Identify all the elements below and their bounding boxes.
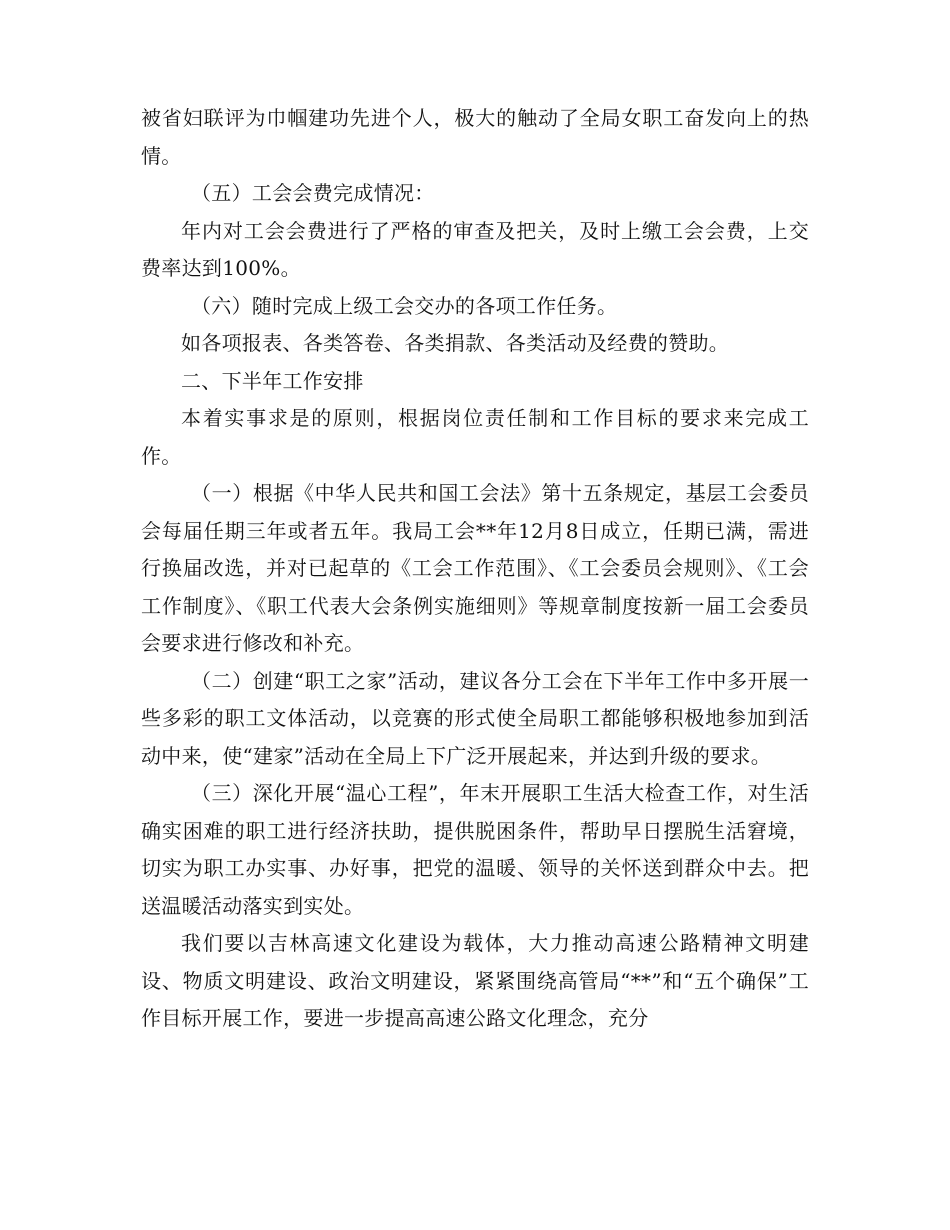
paragraph-plan-item-3: （三）深化开展“温心工程”，年末开展职工生活大检查工作，对生活确实困难的职工进行经济扶助，提供脱困条件，帮助早日摆脱生活窘境，切实为职工办实事、办好事，把党的温暖、领导的关怀送到群众中去。把送温暖活动落实到实处。 — [141, 781, 809, 918]
paragraph-dues: 年内对工会会费进行了严格的审查及把关，及时上缴工会会费，上交费率达到100%。 — [141, 218, 809, 280]
document-body — [141, 100, 809, 1038]
section-heading-plan: 二、下半年工作安排 — [181, 368, 364, 393]
section-heading-dues: （五）工会会费完成情况： — [191, 181, 435, 205]
paragraph-plan-intro: 本着实事求是的原则，根据岗位责任制和工作目标的要求来完成工作。 — [141, 406, 809, 468]
paragraph-plan-item-2: （二）创建“职工之家”活动，建议各分工会在下半年工作中多开展一些多彩的职工文体活动，以竞赛的形式使全局职工都能够积极地参加到活动中来，使“建家”活动在全局上下广泛开展起来，并达到升级的要求。 — [141, 668, 809, 768]
paragraph-tasks: 如各项报表、各类答卷、各类捐款、各类活动及经费的赞助。 — [181, 331, 730, 355]
paragraph-continuation: 被省妇联评为巾帼建功先进个人，极大的触动了全局女职工奋发向上的热情。 — [141, 106, 809, 168]
paragraph-closing: 我们要以吉林高速文化建设为载体，大力推动高速公路精神文明建设、物质文明建设、政治文明建设，紧紧围绕高管局“**”和“五个确保”工作目标开展工作，要进一步提高高速公路文化理念，充分 — [141, 931, 809, 1030]
paragraph-plan-item-1: （一）根据《中华人民共和国工会法》第十五条规定，基层工会委员会每届任期三年或者五年。我局工会**年12月8日成立，任期已满，需进行换届改选，并对已起草的《工会工作范围》、《工会委员会规则》、《工会工作制度》、《职工代表大会条例实施细则》等规章制度按新一届工会委员会要求进行修改和补充。 — [141, 481, 809, 655]
section-heading-tasks: （六）随时完成上级工会交办的各项工作任务。 — [191, 293, 618, 318]
